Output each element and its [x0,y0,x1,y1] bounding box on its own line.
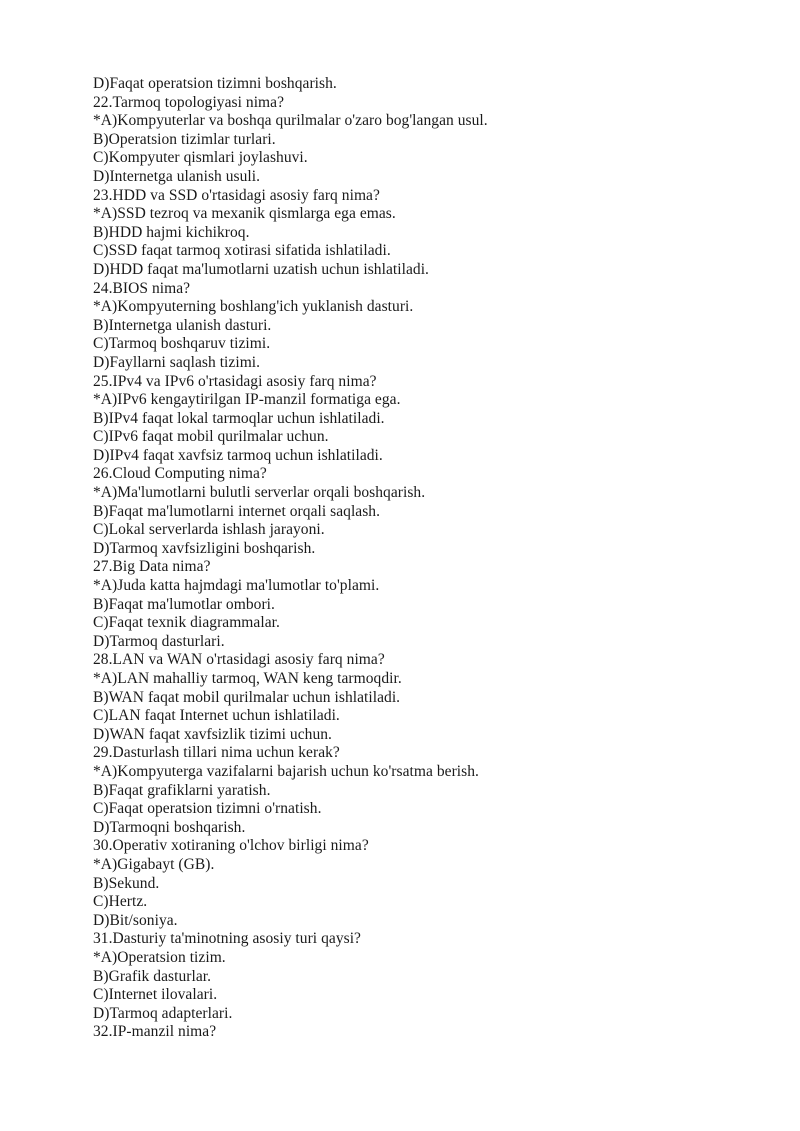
question-line: 22.Tarmoq topologiyasi nima? [93,93,285,111]
correct-answer-option: *A)IPv6 kengaytirilgan IP-manzil formatiga ega. [93,391,401,409]
answer-option: B)IPv4 faqat lokal tarmoqlar uchun ishlatiladi. [93,409,385,427]
correct-answer-option: *A)Gigabayt (GB). [93,855,215,873]
answer-option: C)IPv6 faqat mobil qurilmalar uchun. [93,428,329,446]
question-line: 24.BIOS nima? [93,279,191,297]
answer-option: D)Tarmoq adapterlari. [93,1004,233,1022]
question-line: 26.Cloud Computing nima? [93,465,267,483]
correct-answer-option: *A)Kompyuterning boshlang'ich yuklanish dasturi. [93,298,414,316]
question-line: 31.Dasturiy ta'minotning asosiy turi qaysi? [93,930,361,948]
question-line: 23.HDD va SSD o'rtasidagi asosiy farq nima? [93,186,380,204]
answer-option: D)Tarmoqni boshqarish. [93,818,246,836]
answer-option: D)WAN faqat xavfsizlik tizimi uchun. [93,725,332,743]
answer-option: B)Faqat grafiklarni yaratish. [93,781,271,799]
question-line: 25.IPv4 va IPv6 o'rtasidagi asosiy farq nima? [93,372,377,390]
answer-option: C)Hertz. [93,893,148,911]
answer-option: D)Faqat operatsion tizimni boshqarish. [93,75,337,92]
answer-option: B)Grafik dasturlar. [93,967,212,985]
answer-option: B)Faqat ma'lumotlar ombori. [93,595,275,613]
question-line: 28.LAN va WAN o'rtasidagi asosiy farq nima? [93,651,385,669]
answer-option: C)Lokal serverlarda ishlash jarayoni. [93,521,325,539]
answer-option: C)Internet ilovalari. [93,986,218,1004]
answer-option: B)WAN faqat mobil qurilmalar uchun ishlatiladi. [93,688,401,706]
answer-option: D)HDD faqat ma'lumotlarni uzatish uchun ishlatiladi. [93,260,429,278]
answer-option: C)Faqat texnik diagrammalar. [93,614,280,632]
answer-option: B)HDD hajmi kichikroq. [93,223,250,241]
answer-option: D)Tarmoq dasturlari. [93,632,225,650]
answer-option: D)Tarmoq xavfsizligini boshqarish. [93,539,316,557]
answer-option: B)Operatsion tizimlar turlari. [93,130,276,148]
answer-option: D)Internetga ulanish usuli. [93,167,261,185]
answer-option: D)Bit/soniya. [93,911,178,929]
correct-answer-option: *A)SSD tezroq va mexanik qismlarga ega emas. [93,205,396,223]
correct-answer-option: *A)Kompyuterga vazifalarni bajarish uchun ko'rsatma berish. [93,762,479,780]
answer-option: C)Kompyuter qismlari joylashuvi. [93,149,308,167]
correct-answer-option: *A)Ma'lumotlarni bulutli serverlar orqali boshqarish. [93,484,426,502]
answer-option: B)Faqat ma'lumotlarni internet orqali saqlash. [93,502,381,520]
question-line: 30.Operativ xotiraning o'lchov birligi nima? [93,837,369,855]
document-body [93,75,773,1042]
answer-option: B)Sekund. [93,874,160,892]
answer-option: D)Fayllarni saqlash tizimi. [93,353,261,371]
question-line: 32.IP-manzil nima? [93,1023,217,1041]
answer-option: B)Internetga ulanish dasturi. [93,316,272,334]
correct-answer-option: *A)Operatsion tizim. [93,948,226,966]
answer-option: C)Tarmoq boshqaruv tizimi. [93,335,271,353]
answer-option: D)IPv4 faqat xavfsiz tarmoq uchun ishlatiladi. [93,446,383,464]
answer-option: C)SSD faqat tarmoq xotirasi sifatida ishlatiladi. [93,242,391,260]
correct-answer-option: *A)Kompyuterlar va boshqa qurilmalar o'zaro bog'langan usul. [93,112,488,130]
answer-option: C)LAN faqat Internet uchun ishlatiladi. [93,707,340,725]
question-line: 29.Dasturlash tillari nima uchun kerak? [93,744,340,762]
answer-option: C)Faqat operatsion tizimni o'rnatish. [93,800,322,818]
correct-answer-option: *A)Juda katta hajmdagi ma'lumotlar to'plami. [93,577,380,595]
question-line: 27.Big Data nima? [93,558,211,576]
correct-answer-option: *A)LAN mahalliy tarmoq, WAN keng tarmoqdir. [93,670,402,687]
